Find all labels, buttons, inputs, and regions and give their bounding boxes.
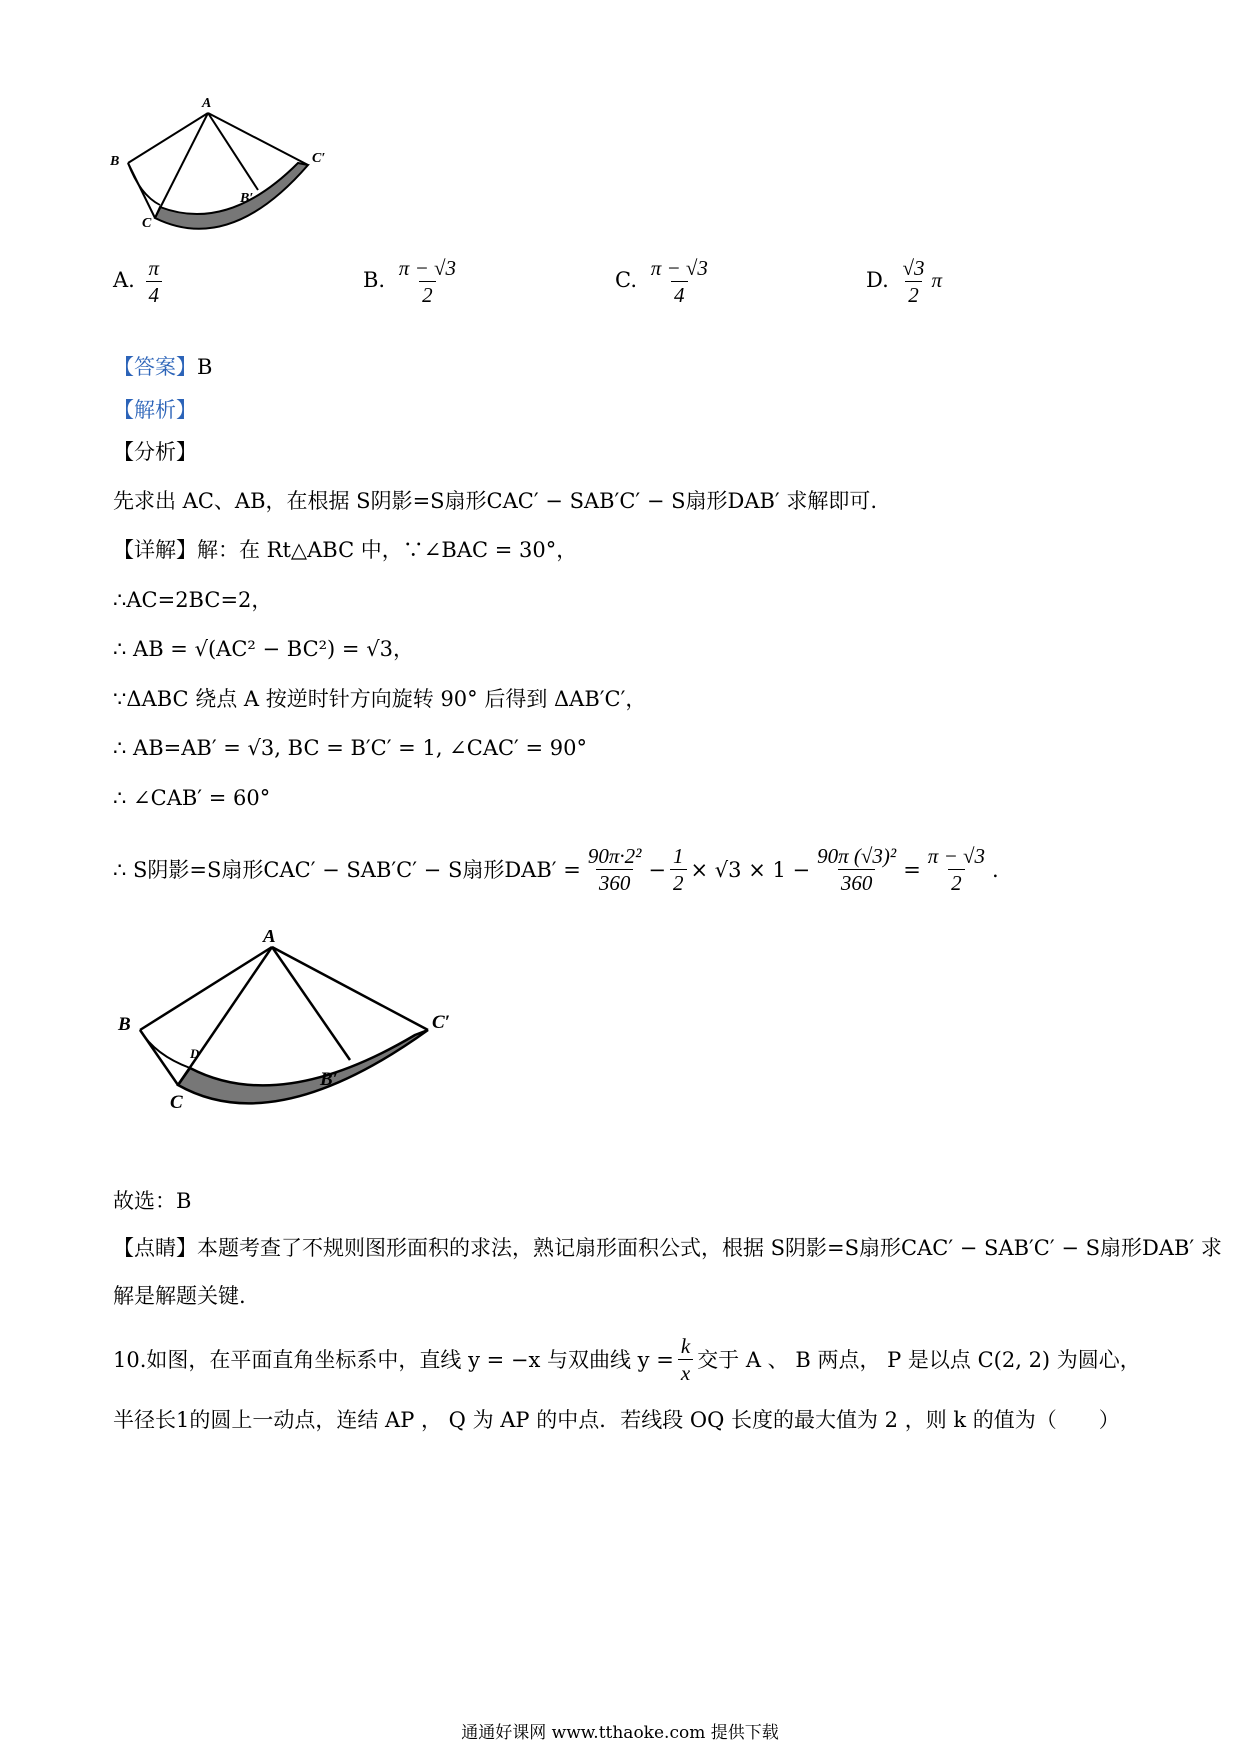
q10-line-1-a: 10.如图，在平面直角坐标系中，直线 y = −x 与双曲线 y = [113,1347,674,1372]
option-b-den: 2 [419,281,436,308]
answer-line [113,352,212,382]
answer-value: B [197,355,213,379]
detail-line-2: ∴AC=2BC=2， [113,588,273,612]
formula-f4-num: π − √3 [927,844,986,868]
option-b-letter: B. [363,268,386,292]
option-a-letter: A. [113,268,135,292]
detail-line-4: ∵ΔABC 绕点 A 按逆时针方向旋转 90° 后得到 ΔAB′C′， [113,687,647,711]
q10-frac-den: x [678,1359,693,1386]
formula-mid: × √3 × 1 − [690,857,811,882]
formula-f4-den: 2 [948,869,965,896]
dianjing-line-2: 解是解题关键. [113,1284,246,1308]
label-B-prime-bottom: B′ [320,1069,339,1090]
q10-line-1-b: 交于 A 、 B 两点， P 是以点 C(2, 2) 为圆心， [697,1347,1141,1372]
label-B-bottom: B [118,1014,131,1035]
figure-bottom [110,930,470,1160]
shaded-band-bottom [178,1030,428,1103]
q10-line-2: 半径长1的圆上一动点，连结 AP ， Q 为 AP 的中点．若线段 OQ 长度的最大值为 2 ，则 k 的值为（ ） [113,1408,1120,1432]
option-b [363,255,463,308]
formula-left: ∴ S阴影=S扇形CAC′ − SAB′C′ − S扇形DAB′ = [113,857,581,882]
q10-line-1 [113,1333,1141,1386]
analysis-tag: 【解析】 [113,398,197,422]
figure-top [110,95,370,265]
dianjing-tag: 【点睛】 [113,1236,197,1260]
fenxi-tag: 【分析】 [113,440,197,464]
formula-f2-den: 2 [670,869,687,896]
option-d-num: √3 [902,256,925,280]
detail-line-3: ∴ AB = √(AC² − BC²) = √3， [113,637,414,661]
label-A-bottom: A [263,930,276,947]
detail-tag: 【详解】 [113,538,197,562]
formula-end: . [992,857,999,882]
page-footer: 通通好课网 www.tthaoke.com 提供下载 [461,1723,779,1743]
label-A: A [202,96,212,111]
option-a-num: π [148,256,160,280]
fenxi-text: 先求出 AC、AB，在根据 S阴影=S扇形CAC′ − SAB′C′ − S扇形DAB′ 求解即可. [113,489,878,513]
formula-f1-num: 90π·2² [587,844,642,868]
label-C-prime: C′ [312,151,326,166]
option-c-num: π − √3 [650,256,708,280]
choice-line: 故选：B [113,1189,192,1213]
detail-line-6: ∴ ∠CAB′ = 60° [113,786,271,810]
label-C-prime-bottom: C′ [432,1012,451,1033]
label-B: B [110,154,120,169]
formula-f3-num: 90π (√3)² [817,844,897,868]
detail-line-1 [113,535,577,565]
formula-f1-den: 360 [596,869,634,896]
answer-tag: 【答案】 [113,355,197,379]
label-D-bottom: D [190,1046,200,1061]
detail-line-1-text: 解：在 Rt△ABC 中，∵∠BAC = 30°， [197,538,578,562]
final-formula [113,843,999,896]
option-b-num: π − √3 [398,256,457,280]
formula-f3-den: 360 [838,869,876,896]
formula-minus1: − [648,857,667,882]
option-d-suffix: π [931,268,943,292]
option-c [615,255,715,308]
option-d-letter: D. [866,268,889,292]
dianjing-line-1-text: 本题考查了不规则图形面积的求法，熟记扇形面积公式，根据 S阴影=S扇形CAC′ − SAB′C′ − S扇形DAB′ 求 [197,1236,1222,1260]
option-d-den: 2 [905,281,922,308]
label-C: C [142,216,152,231]
formula-eq: = [903,857,921,882]
label-B-prime: B′ [240,191,254,206]
option-c-letter: C. [615,268,637,292]
label-C-bottom: C [170,1092,183,1113]
q10-frac-num: k [680,1334,691,1358]
option-a-den: 4 [146,281,163,308]
formula-f2-num: 1 [673,844,684,868]
option-d [866,255,942,308]
detail-line-5: ∴ AB=AB′ = √3, BC = B′C′ = 1, ∠CAC′ = 90° [113,736,587,760]
option-a [113,255,166,308]
dianjing-line-1 [113,1233,1222,1263]
option-c-den: 4 [671,281,688,308]
